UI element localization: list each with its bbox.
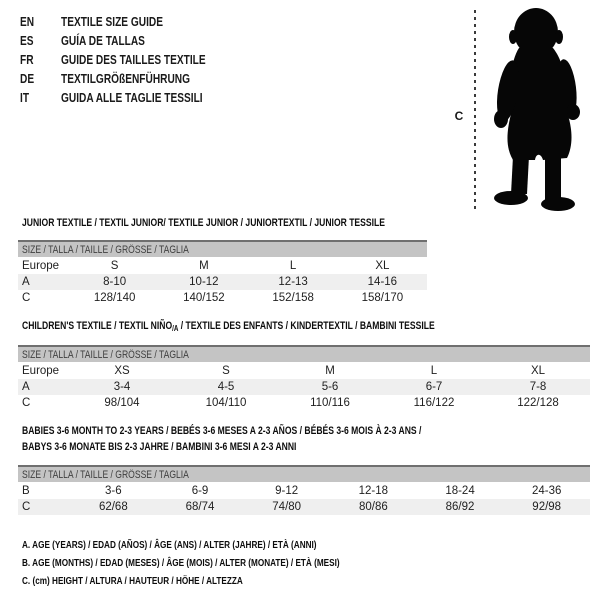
table-row — [18, 290, 427, 306]
table-cell: 98/104 — [104, 397, 140, 409]
table-cell: S — [222, 365, 230, 377]
table-cell: 6-9 — [191, 485, 209, 497]
size-header-bar — [18, 465, 590, 482]
table-cell: 7-8 — [529, 381, 547, 393]
table-cell: 8-10 — [103, 276, 127, 288]
table-cell: 9-12 — [275, 485, 299, 497]
table-cell: XL — [530, 365, 546, 377]
lang-code: FR — [20, 52, 34, 67]
table-cell: 12-18 — [358, 485, 389, 497]
row-label: B — [22, 485, 30, 497]
table-cell: L — [289, 260, 297, 272]
lang-title: GUIDE DES TAILLES TEXTILE — [61, 52, 206, 67]
row-label: C — [22, 292, 31, 304]
table-cell: 24-36 — [531, 485, 562, 497]
table-cell: 4-5 — [217, 381, 235, 393]
row-label: A — [22, 276, 30, 288]
table-cell: 10-12 — [189, 276, 219, 288]
table-cell: 110/116 — [310, 397, 350, 409]
lang-title: GUÍA DE TALLAS — [61, 33, 145, 48]
table-row — [18, 395, 590, 411]
table-cell: 12-13 — [278, 276, 308, 288]
lang-code: DE — [20, 71, 35, 86]
table-row — [18, 483, 590, 499]
table-row — [18, 258, 427, 274]
table-cell: S — [110, 260, 119, 272]
table-cell: 68/74 — [185, 501, 215, 513]
heading-part: / TEXTILE DES ENFANTS / KINDERTEXTIL / BAMBINI TESSILE — [178, 320, 435, 332]
table-cell: 140/152 — [183, 292, 225, 304]
table-cell: 104/110 — [205, 397, 247, 409]
table-cell: 74/80 — [272, 501, 302, 513]
table-cell: 128/140 — [93, 292, 136, 304]
legend-notes — [22, 536, 429, 590]
lang-title: TEXTILE SIZE GUIDE — [61, 14, 163, 29]
section-heading-text: BABIES 3-6 MONTH TO 2-3 YEARS / BEBÉS 3-6 MESES A 2-3 AÑOS / BÉBÉS 3-6 MOIS À 2-3 ANS / — [22, 425, 422, 437]
lang-row-en — [20, 12, 246, 31]
section-heading-children — [22, 318, 551, 335]
table-cell: 92/98 — [532, 501, 562, 513]
junior-size-table — [18, 240, 427, 306]
lang-row-de — [20, 69, 246, 88]
heading-subscript: /A — [172, 324, 179, 333]
height-measure-label: C — [454, 109, 464, 123]
table-row — [18, 499, 590, 515]
table-cell: 3-4 — [113, 381, 131, 393]
note-text: A. AGE (YEARS) / EDAD (AÑOS) / ÂGE (ANS) / ALTER (JAHRE) / ETÀ (ANNI) — [22, 539, 317, 551]
size-header-text: SIZE / TALLA / TAILLE / GRÖSSE / TAGLIA — [22, 243, 189, 256]
table-cell: 62/68 — [98, 501, 128, 513]
table-cell: 3-6 — [105, 485, 122, 497]
size-header-text: SIZE / TALLA / TAILLE / GRÖSSE / TAGLIA — [22, 468, 189, 481]
section-heading-text — [22, 318, 435, 335]
table-cell: 5-6 — [321, 381, 339, 393]
row-label: Europe — [22, 365, 60, 377]
table-cell: 14-16 — [367, 276, 398, 288]
table-cell: 86/92 — [445, 501, 475, 513]
babies-size-table — [18, 465, 590, 515]
language-title-list — [20, 12, 246, 107]
note-text: C. (cm) HEIGHT / ALTURA / HAUTEUR / HÖHE / ALTEZZA — [22, 575, 243, 587]
table-cell: 116/122 — [413, 397, 455, 409]
baby-silhouette-icon — [481, 6, 595, 212]
table-cell: 122/128 — [517, 397, 559, 409]
row-label: Europe — [22, 260, 60, 272]
table-cell: M — [199, 260, 209, 272]
lang-row-es — [20, 31, 246, 50]
note-age-months — [22, 554, 429, 572]
heading-part: CHILDREN'S TEXTILE / TEXTIL NIÑO — [22, 320, 173, 332]
row-label: C — [22, 501, 31, 513]
table-cell: M — [325, 365, 335, 377]
children-size-table — [18, 345, 590, 411]
table-row — [18, 363, 590, 379]
table-cell: 80/86 — [358, 501, 388, 513]
size-header-bar — [18, 240, 427, 257]
lang-row-fr — [20, 50, 246, 69]
note-height — [22, 572, 429, 590]
section-heading-junior — [22, 215, 487, 231]
lang-title: GUIDA ALLE TAGLIE TESSILI — [61, 90, 203, 105]
row-label: A — [22, 381, 30, 393]
table-cell: L — [430, 365, 438, 377]
section-heading-text: BABYS 3-6 MONATE BIS 2-3 JAHRE / BAMBINI 3-6 MESI A 2-3 ANNI — [22, 441, 297, 453]
lang-title: TEXTILGRÖßENFÜHRUNG — [61, 71, 191, 86]
note-age-years — [22, 536, 429, 554]
table-cell: XL — [375, 260, 390, 272]
lang-code: IT — [20, 90, 30, 105]
lang-row-it — [20, 88, 246, 107]
size-header-text: SIZE / TALLA / TAILLE / GRÖSSE / TAGLIA — [22, 348, 189, 361]
table-cell: 18-24 — [445, 485, 475, 497]
table-cell: XS — [114, 365, 130, 377]
section-heading-text: JUNIOR TEXTILE / TEXTIL JUNIOR/ TEXTILE JUNIOR / JUNIORTEXTIL / JUNIOR TESSILE — [22, 217, 385, 229]
section-heading-babies — [22, 423, 534, 455]
row-label: C — [22, 397, 31, 409]
table-cell: 152/158 — [272, 292, 314, 304]
table-row — [18, 274, 427, 290]
table-row — [18, 379, 590, 395]
note-text: B. AGE (MONTHS) / EDAD (MESES) / ÂGE (MOIS) / ALTER (MONATE) / ETÀ (MESI) — [22, 557, 340, 569]
table-cell: 6-7 — [425, 381, 443, 393]
table-cell: 158/170 — [361, 292, 404, 304]
size-header-bar — [18, 345, 590, 362]
lang-code: ES — [20, 33, 34, 48]
lang-code: EN — [20, 14, 35, 29]
height-dashed-line — [474, 10, 476, 211]
